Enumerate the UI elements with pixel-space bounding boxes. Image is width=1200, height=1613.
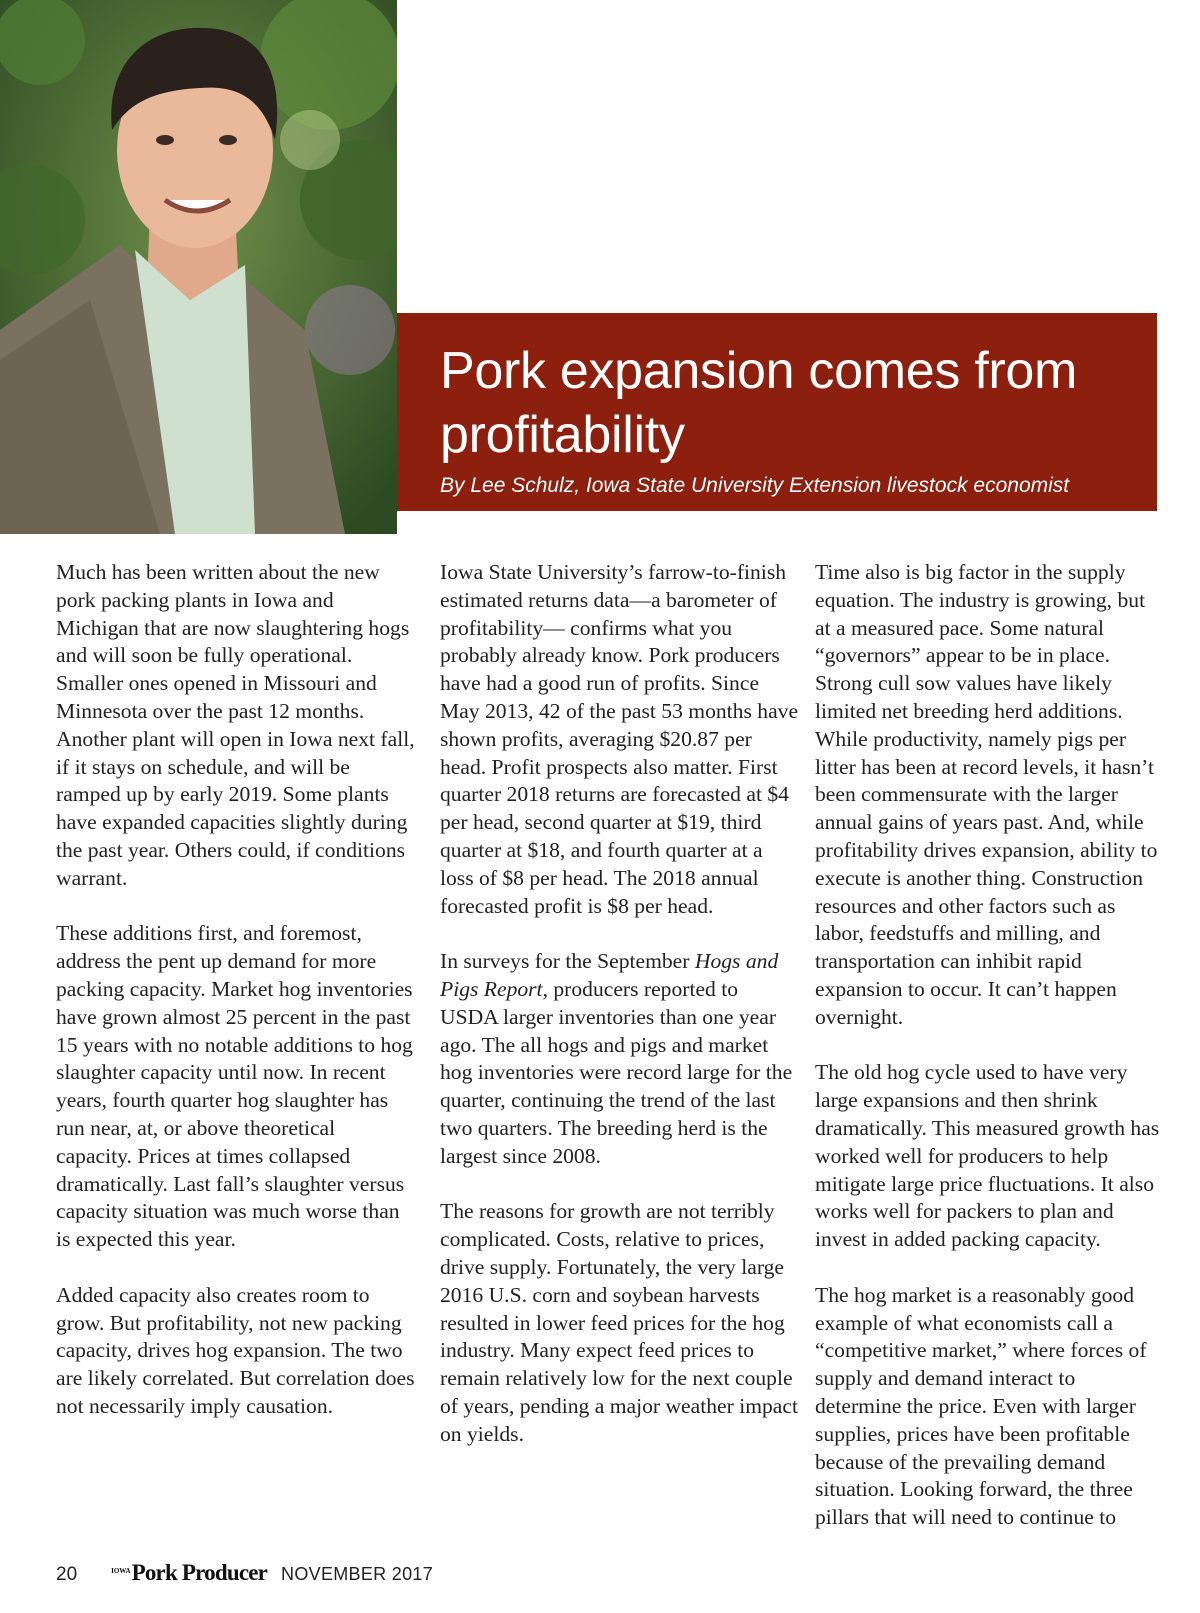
title-banner [397, 313, 1157, 511]
text-column-3 [815, 559, 1165, 1560]
paragraph: Time also is big factor in the supply equation. The industry is growing, but at a measured pace. Some natural “governors” appear to be in place. Strong cull sow values have likely limited net breeding herd additions. While productivity, namely pigs per litter has been at record levels, it hasn’t been commensurate with the larger annual gains of years past. And, while profitability drives expansion, ability to execute is another thing. Construction resources and other factors such as labor, feedstuffs and milling, and transportation can inhibit rapid expansion to occur. It can’t happen overnight. [815, 560, 1158, 1029]
report-title: Hogs and Pigs Report [440, 949, 779, 1001]
paragraph: The old hog cycle used to have very large expansions and then shrink dramatically. This measured growth has worked well for producers to help mitigate large price fluctuations. It also works well for packers to plan and invest in added packing capacity. [815, 1060, 1160, 1252]
text-column-2 [440, 559, 800, 1476]
magazine-name: Pork Producer [131, 1560, 268, 1585]
paragraph: Added capacity also creates room to grow. But profitability, not new packing capacity, drives hog expansion. The two are likely correlated. But correlation does not necessarily imply causation. [56, 1282, 415, 1418]
paragraph: Much has been written about the new pork packing plants in Iowa and Michigan that are now slaughtering hogs and will soon be fully operational. Smaller ones opened in Missouri and Minnesota over the past 12 months. Another plant will open in Iowa next fall, if it stays on schedule, and will be ramped up by early 2019. Some plants have expanded capacities slightly during the past year. Others could, if conditions warrant. [56, 560, 415, 890]
magazine-logo [111, 1560, 267, 1586]
article-title: Pork expansion comes from profitability [440, 342, 1077, 464]
page-footer [56, 1560, 433, 1590]
paragraph-surveys [440, 948, 800, 1170]
paragraph-lead: In surveys for the September [440, 949, 695, 974]
author-portrait-image [0, 0, 397, 534]
page-number: 20 [56, 1564, 78, 1585]
issue-date: NOVEMBER 2017 [281, 1564, 434, 1584]
logo-small-mark: IOWA [111, 1567, 131, 1575]
paragraph: The reasons for growth are not terribly complicated. Costs, relative to prices, drive supply. Fortunately, the very large 2016 U.S. corn and soybean harvests resulted in lower feed prices for the hog industry. Many expect feed prices to remain relatively low for the next couple of years, pending a major weather impact on yields. [440, 1199, 798, 1446]
paragraph: These additions first, and foremost, address the pent up demand for more packing capacity. Market hog inventories have grown almost 25 percent in the past 15 years with no notable additions to hog slaughter capacity until now. In recent years, fourth quarter hog slaughter has run near, at, or above theoretical capacity. Prices at times collapsed dramatically. Last fall’s slaughter versus capacity situation was much worse than is expected this year. [56, 921, 413, 1252]
author-photo [0, 0, 397, 534]
paragraph-rest: , producers reported to USDA larger inventories than one year ago. The all hogs and pigs and market hog inventories were record large for the quarter, continuing the trend of the last two quarters. The breeding herd is the largest since 2008. [440, 976, 793, 1168]
paragraph: The hog market is a reasonably good example of what economists call a “competitive market,” where forces of supply and demand interact to determine the price. Even with larger supplies, prices have been profitable because of the prevailing demand situation. Looking forward, the three pillars that will need to continue to [815, 1282, 1147, 1530]
paragraph: Iowa State University’s farrow-to-finish estimated returns data—a barometer of profitability— confirms what you probably already know. Pork producers have had a good run of profits. Since May 2013, 42 of the past 53 months have shown profits, averaging $20.87 per head. Profit prospects also matter. First quarter 2018 returns are forecasted at $4 per head, second quarter at $19, third quarter at $18, and fourth quarter at a loss of $8 per head. The 2018 annual forecasted profit is $8 per head. [440, 560, 799, 918]
text-column-1 [56, 559, 416, 1449]
article-byline: By Lee Schulz, Iowa State University Extension livestock economist [440, 474, 1070, 497]
